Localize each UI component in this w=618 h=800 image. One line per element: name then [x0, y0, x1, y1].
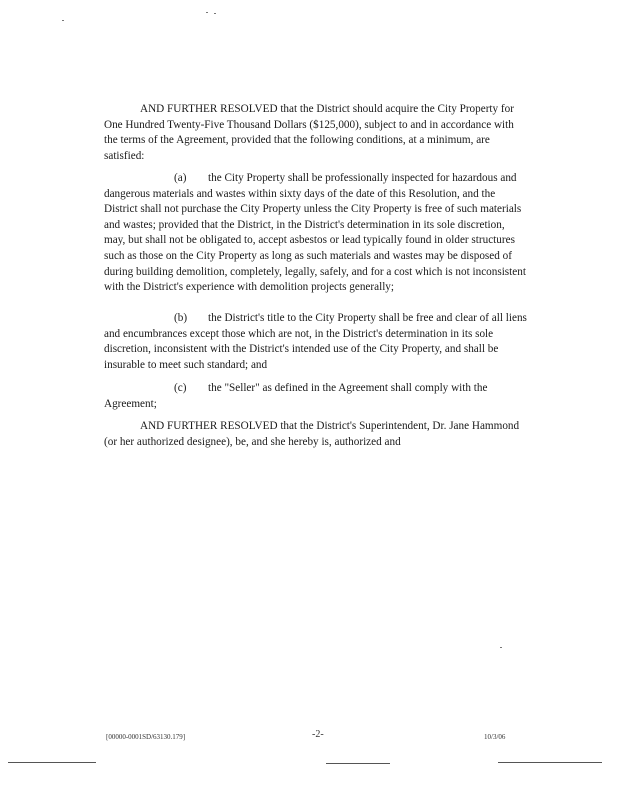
footer-page-number: -2-	[312, 729, 324, 740]
resolution-paragraph-2	[104, 419, 528, 450]
footer-date: 10/3/06	[484, 733, 506, 741]
scan-speck	[206, 12, 208, 13]
scan-speck	[500, 647, 502, 648]
condition-label: (b)	[174, 312, 188, 324]
paragraph-text: AND FURTHER RESOLVED that the District's Superintendent, Dr. Jane Hammond (or her authorized designee), be, and she hereby is, authorized and	[104, 420, 520, 448]
scan-edge-line	[498, 762, 602, 763]
resolution-paragraph-1	[104, 102, 528, 164]
footer-doc-id: [00000-0001SD/63130.179]	[106, 733, 186, 741]
paragraph-text: the "Seller" as defined in the Agreement shall comply with the Agreement;	[104, 382, 488, 410]
scan-edge-line	[8, 762, 96, 763]
scan-speck	[214, 13, 216, 14]
condition-label: (a)	[174, 172, 187, 184]
scan-edge-line	[326, 763, 390, 764]
paragraph-text: AND FURTHER RESOLVED that the District should acquire the City Property for One Hundred Twenty-Five Thousand Dollars ($125,000), subject to and in accordance with the terms of the Agreement, provided that the following conditions, at a minimum, are satisfied:	[104, 103, 514, 162]
condition-c-paragraph	[104, 381, 528, 412]
condition-a-paragraph	[104, 171, 528, 296]
paragraph-text: the City Property shall be professionally inspected for hazardous and dangerous materials and wastes within sixty days of the date of this Resolution, and the District shall not purchase the City Property unless the City Property is free of such materials and wastes; provided that the District, in the District's determination in its sole discretion, may, but shall not be obligated to, accept asbestos or lead typically found in older structures such as those on the City Property as long as such materials and wastes may be disposed of during building demolition, completely, legally, safely, and for a cost which is not inconsistent with the District's experience with demolition projects generally;	[104, 172, 526, 294]
paragraph-text: the District's title to the City Property shall be free and clear of all liens and encumbrances except those which are not, in the District's determination in its sole discretion, inconsistent with the District's intended use of the City Property, and shall be insurable to meet such standard; and	[104, 312, 527, 371]
condition-b-paragraph	[104, 311, 528, 373]
condition-label: (c)	[174, 382, 187, 394]
scan-speck	[62, 20, 64, 21]
